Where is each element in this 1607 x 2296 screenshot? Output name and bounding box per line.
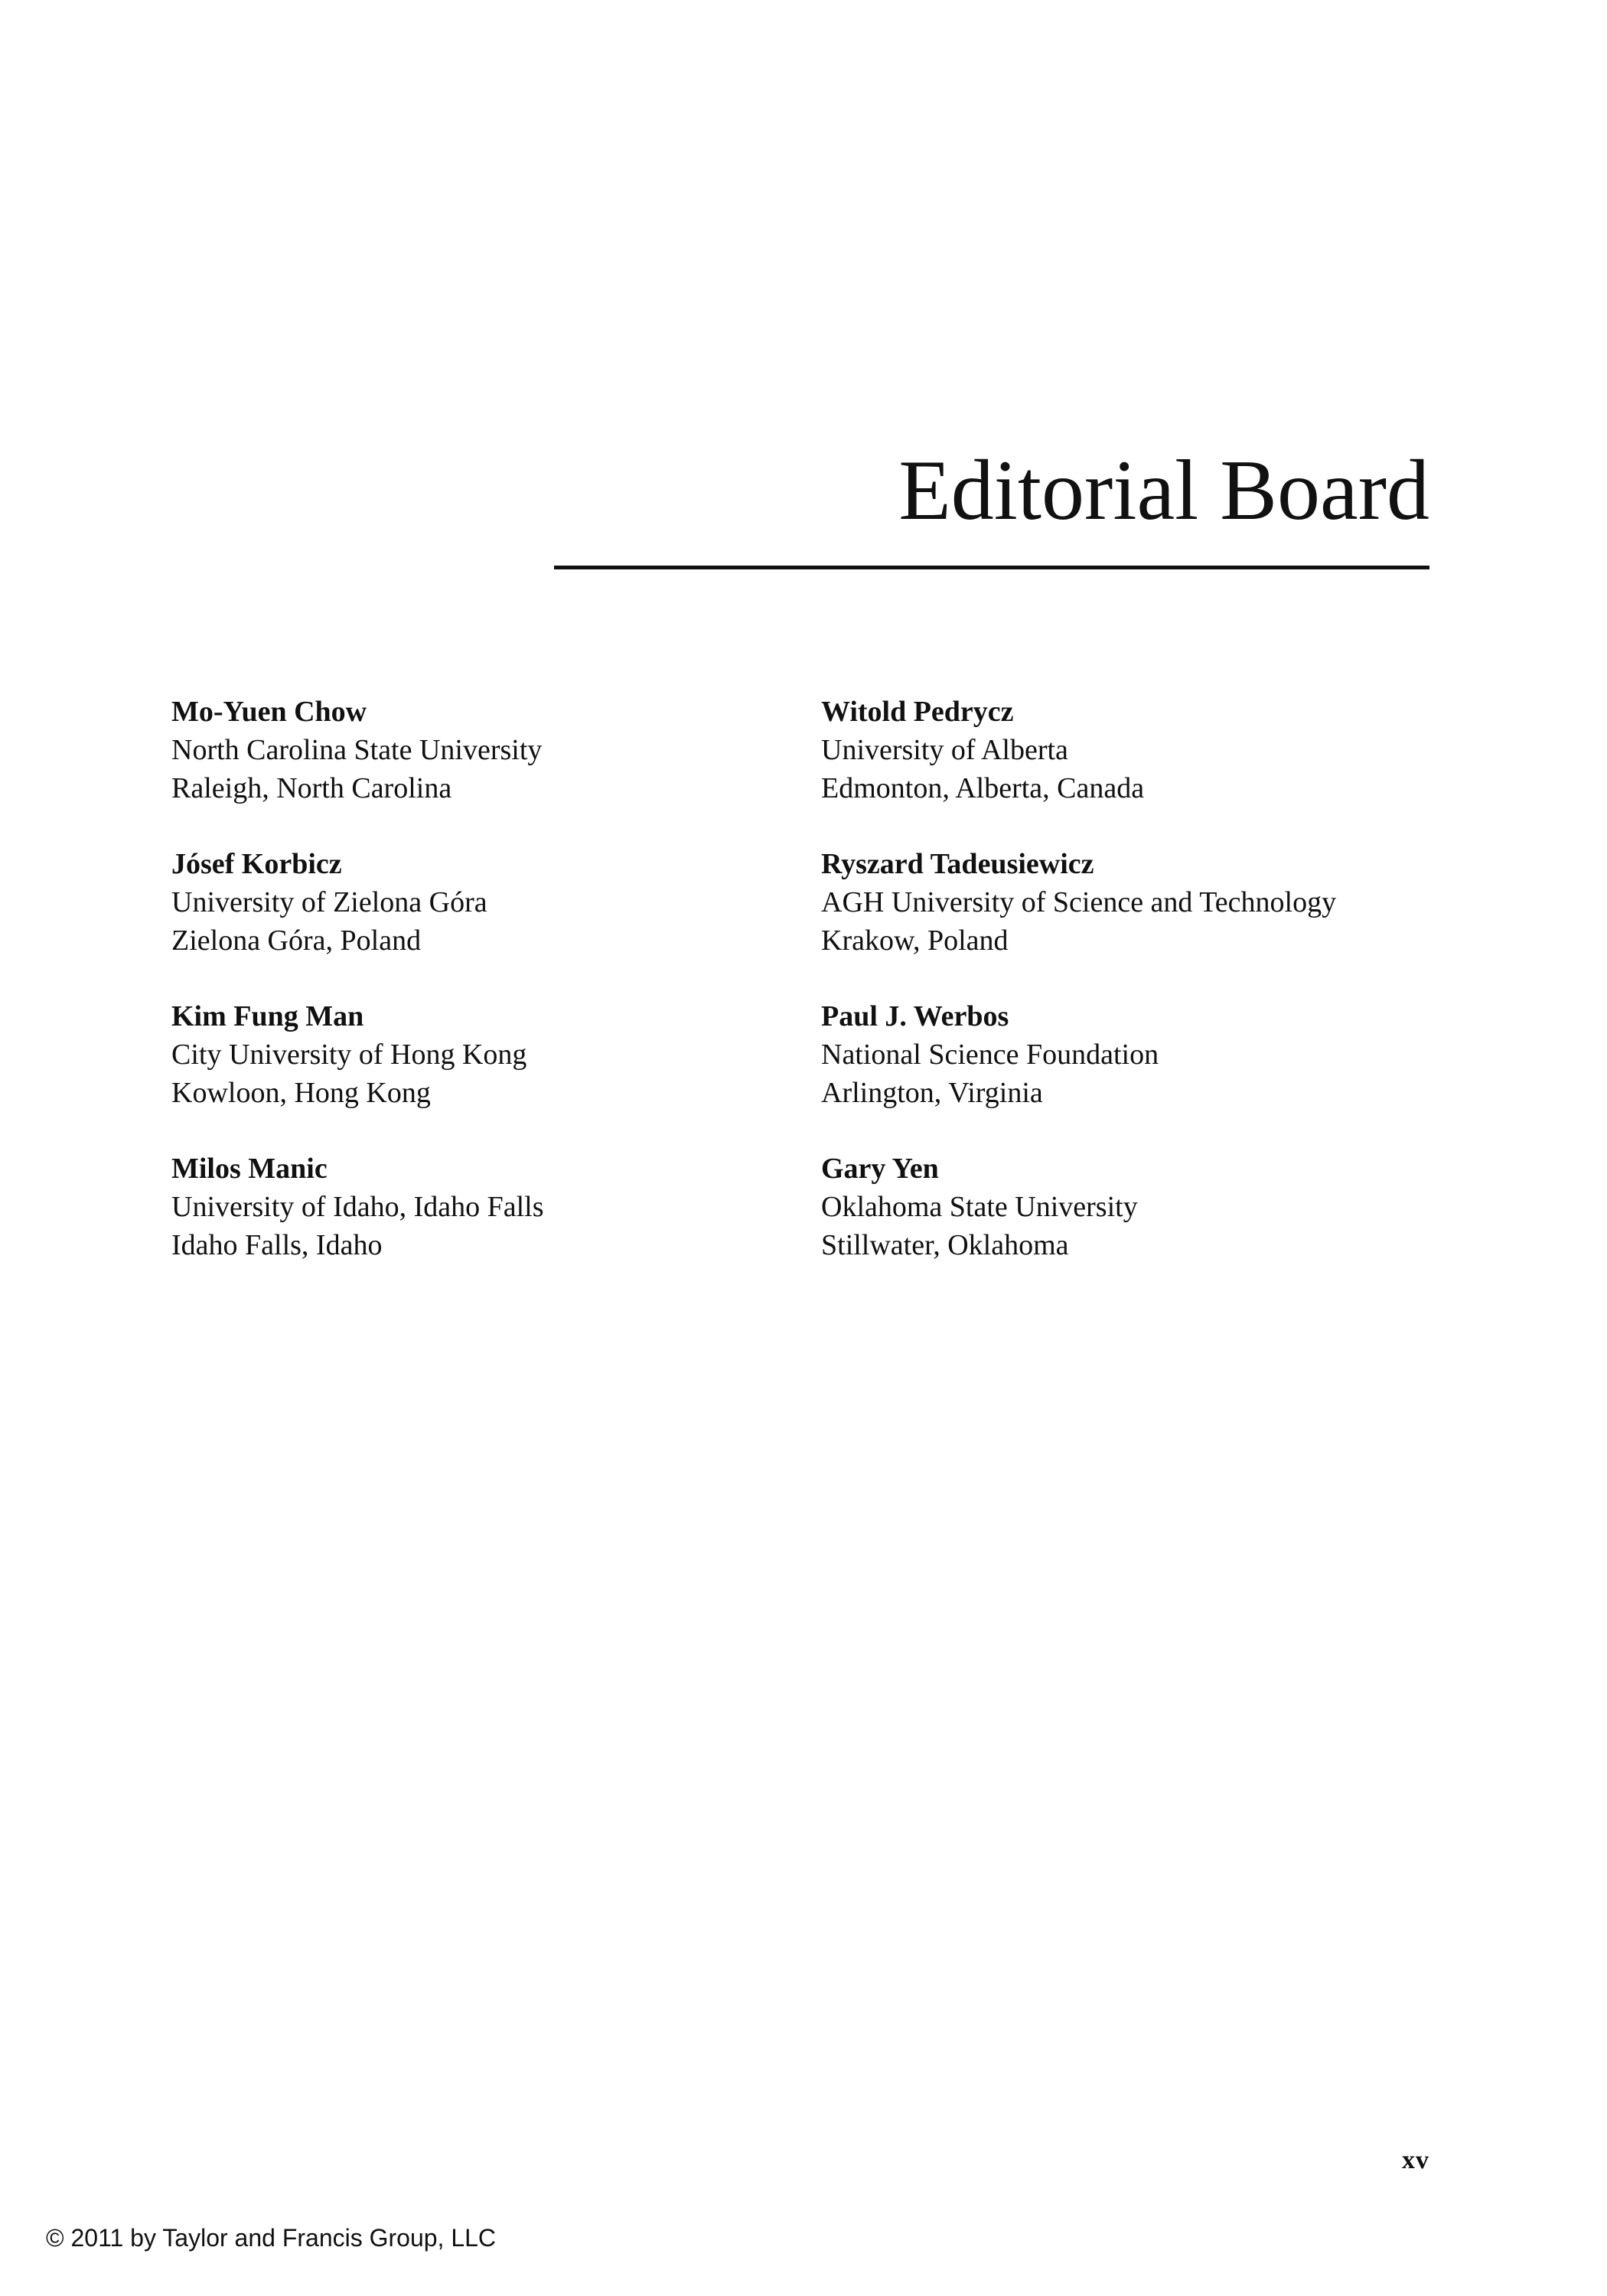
board-member bbox=[821, 693, 1449, 845]
board-member bbox=[821, 1150, 1449, 1302]
editorial-board-right-column bbox=[821, 693, 1449, 1302]
title-divider bbox=[554, 566, 1429, 569]
member-name: Gary Yen bbox=[821, 1153, 939, 1185]
member-location: Idaho Falls, Idaho bbox=[171, 1229, 383, 1261]
member-name: Ryszard Tadeusiewicz bbox=[821, 848, 1094, 880]
page-title: Editorial Board bbox=[898, 443, 1429, 538]
member-affiliation: University of Idaho, Idaho Falls bbox=[171, 1191, 544, 1223]
board-member bbox=[171, 845, 799, 997]
board-member bbox=[171, 997, 799, 1150]
member-affiliation: AGH University of Science and Technology bbox=[821, 886, 1337, 918]
member-affiliation: University of Zielona Góra bbox=[171, 886, 487, 918]
member-location: Zielona Góra, Poland bbox=[171, 925, 422, 957]
member-name: Witold Pedrycz bbox=[821, 696, 1014, 728]
member-location: Kowloon, Hong Kong bbox=[171, 1077, 431, 1109]
member-name: Kim Fung Man bbox=[171, 1000, 364, 1032]
member-location: Edmonton, Alberta, Canada bbox=[821, 772, 1145, 804]
member-location: Raleigh, North Carolina bbox=[171, 772, 452, 804]
member-location: Stillwater, Oklahoma bbox=[821, 1229, 1069, 1261]
board-member bbox=[171, 693, 799, 845]
member-location: Arlington, Virginia bbox=[821, 1077, 1043, 1109]
member-name: Mo-Yuen Chow bbox=[171, 696, 367, 728]
editorial-board-left-column bbox=[171, 693, 799, 1302]
member-affiliation: City University of Hong Kong bbox=[171, 1039, 527, 1071]
copyright-notice: © 2011 by Taylor and Francis Group, LLC bbox=[46, 2224, 497, 2252]
member-affiliation: National Science Foundation bbox=[821, 1039, 1159, 1071]
board-member bbox=[821, 997, 1449, 1150]
member-affiliation: University of Alberta bbox=[821, 734, 1068, 766]
board-member bbox=[171, 1150, 799, 1302]
member-affiliation: Oklahoma State University bbox=[821, 1191, 1138, 1223]
board-member bbox=[821, 845, 1449, 997]
member-location: Krakow, Poland bbox=[821, 925, 1009, 957]
member-name: Paul J. Werbos bbox=[821, 1000, 1009, 1032]
member-name: Milos Manic bbox=[171, 1153, 328, 1185]
member-affiliation: North Carolina State University bbox=[171, 734, 543, 766]
page-number: xv bbox=[1402, 2146, 1429, 2174]
member-name: Jósef Korbicz bbox=[171, 848, 342, 880]
